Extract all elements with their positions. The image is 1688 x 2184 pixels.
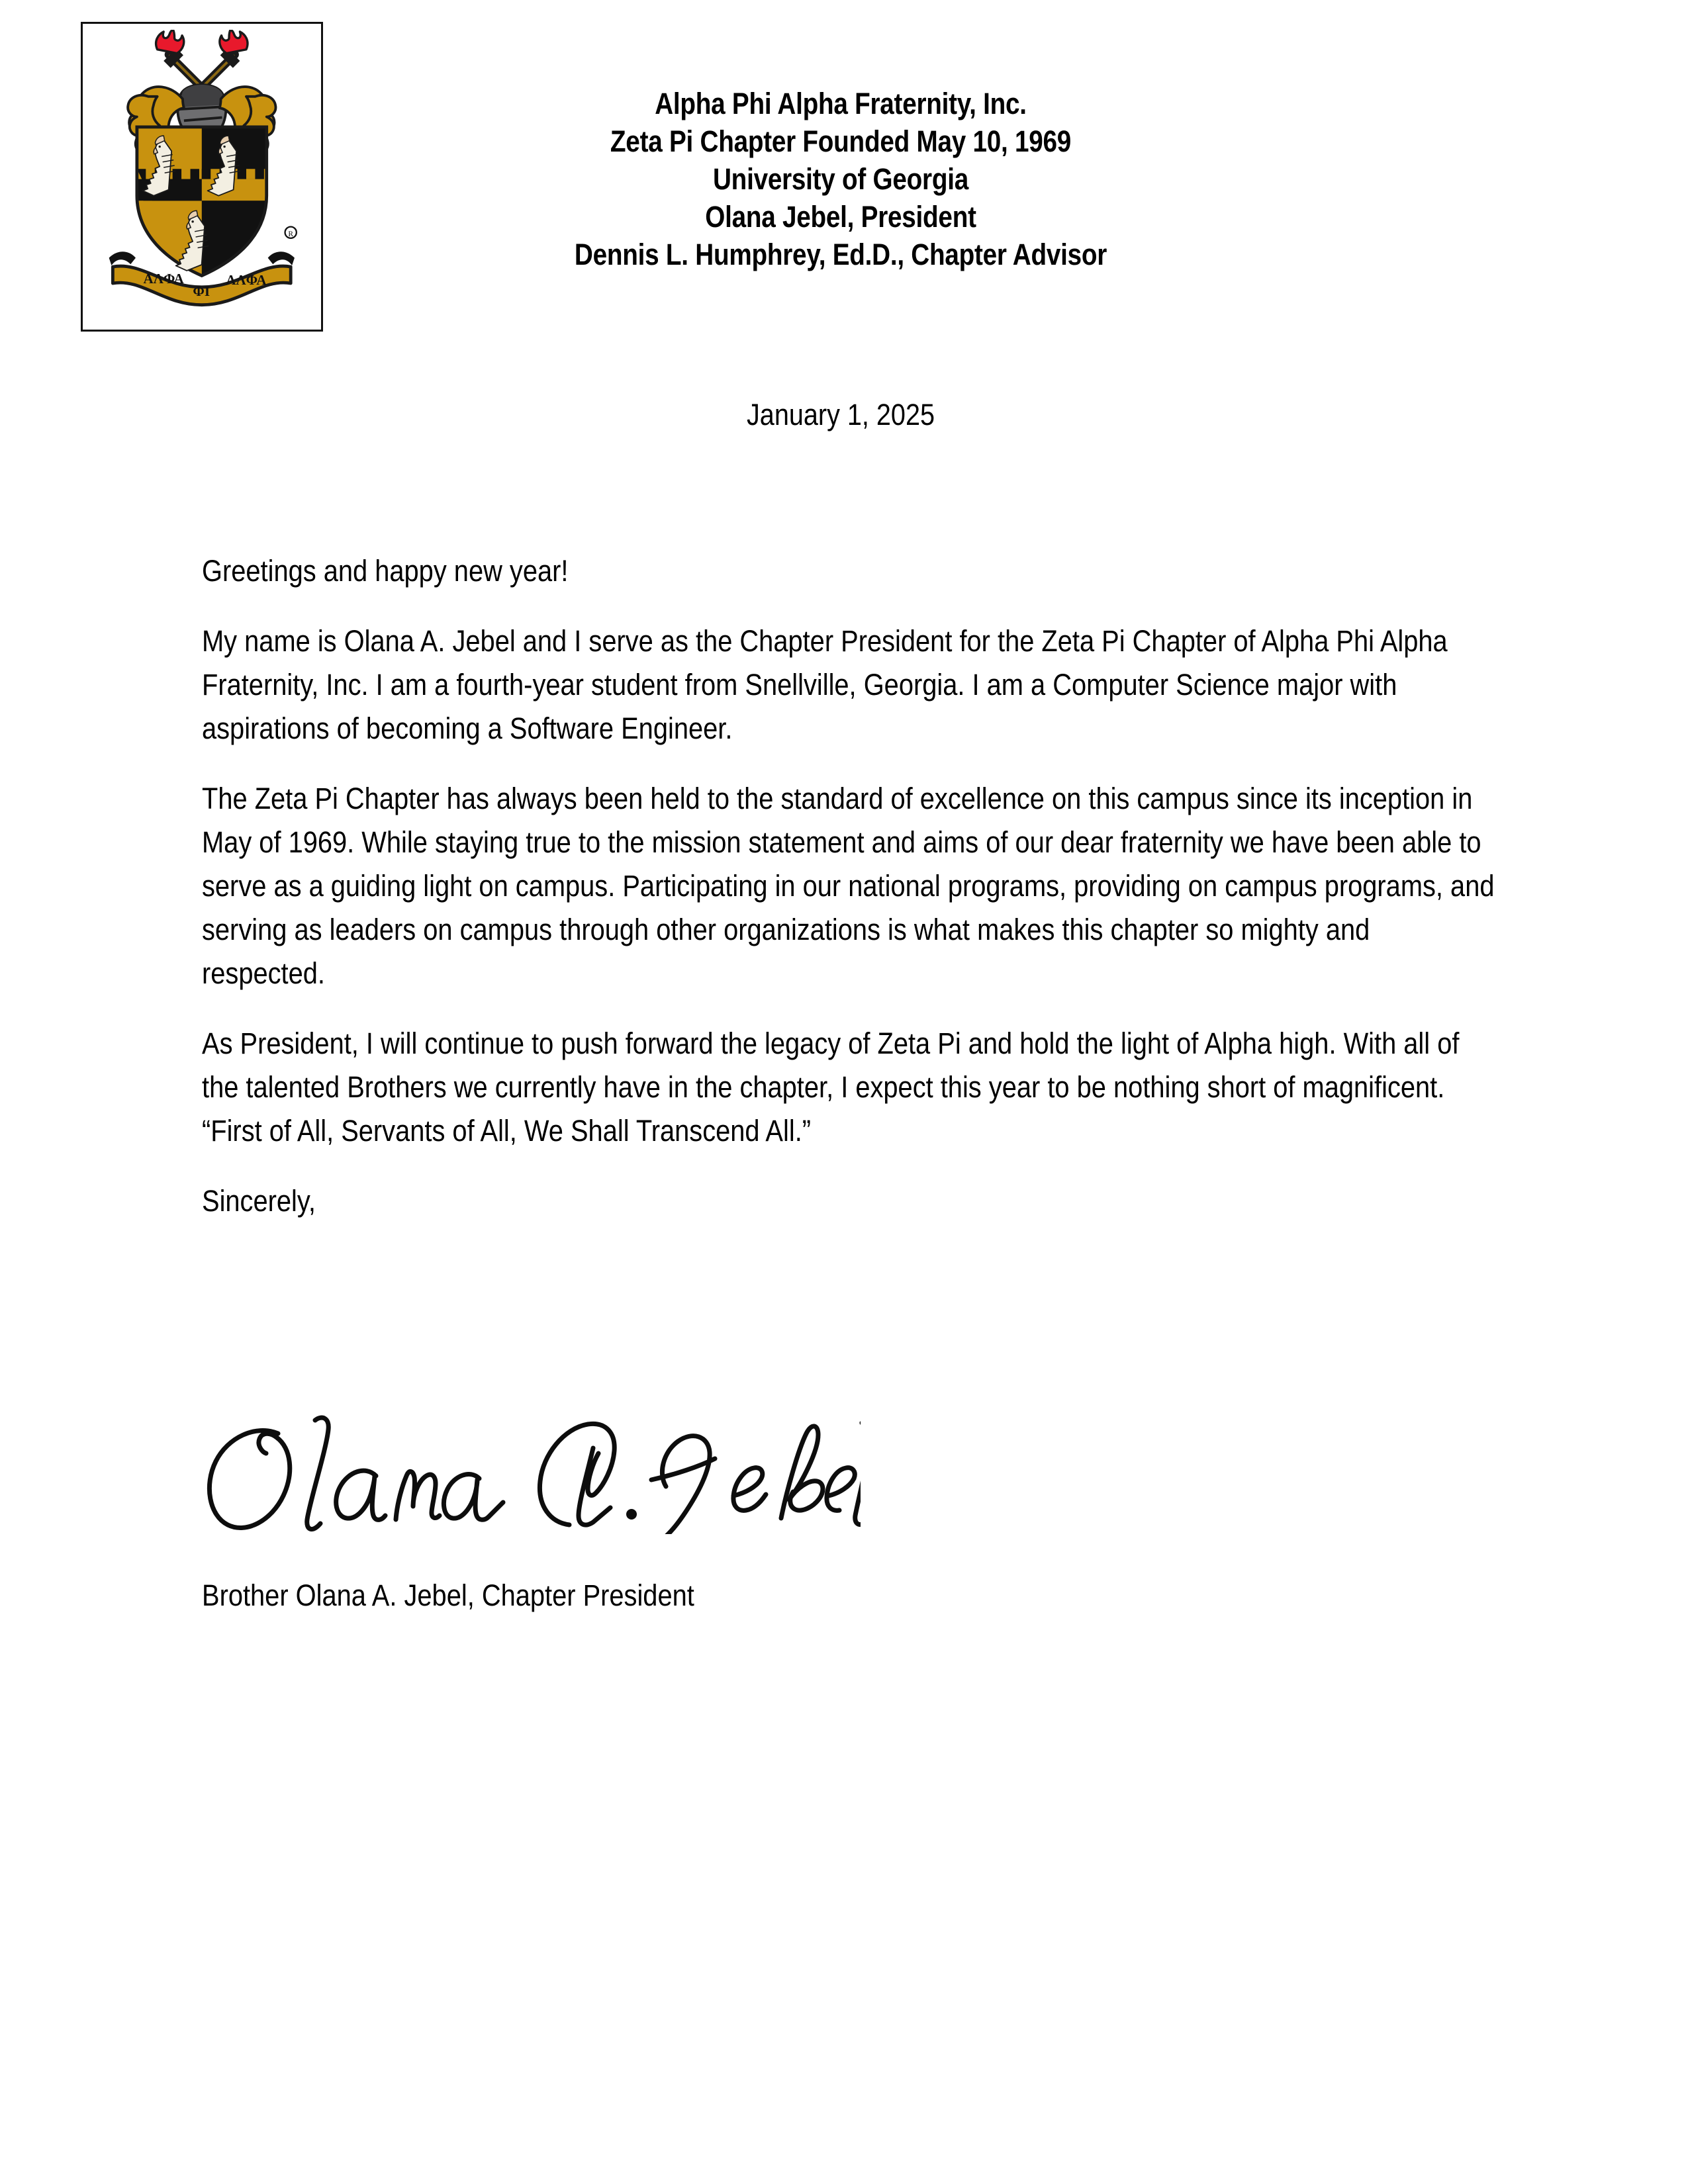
registered-trademark-icon — [285, 227, 297, 238]
letterhead-title-block — [371, 85, 1311, 273]
coat-of-arms-icon — [83, 24, 321, 330]
paragraph-signoff: Sincerely, — [202, 1184, 316, 1218]
handwritten-signature — [199, 1408, 861, 1534]
letter-date: January 1, 2025 — [746, 398, 935, 432]
letterhead-line-organization: Alpha Phi Alpha Fraternity, Inc. — [655, 87, 1027, 120]
letterhead-line-advisor: Dennis L. Humphrey, Ed.D., Chapter Advisor — [574, 238, 1107, 271]
letterhead-line-chapter-founded: Zeta Pi Chapter Founded May 10, 1969 — [610, 124, 1072, 158]
paragraph-presidential-vision: As President, I will continue to push forward the legacy of Zeta Pi and hold the light of Alpha high. With all of the talented Brothers we currently have in the chapter, I expect this year to be nothing short of magnificent. “First of All, Servants of All, We Shall Transcend All.” — [202, 1026, 1460, 1148]
letterhead — [0, 0, 1688, 357]
paragraph-introduction: My name is Olana A. Jebel and I serve as the Chapter President for the Zeta Pi Chapter of Alpha Phi Alpha Fraternity, Inc. I am a fourth-year student from Snellville, Georgia. I am a Computer Science major with aspirations of becoming a Software Engineer. — [202, 624, 1448, 745]
paragraph-chapter-history: The Zeta Pi Chapter has always been held to the standard of excellence on this campus since its inception in May of 1969. While staying true to the mission statement and aims of our dear fraternity we have been able to serve as a guiding light on campus. Participating in our national programs, providing on campus programs, and serving as leaders on campus through other organizations is what makes this chapter so mighty and respected. — [202, 782, 1495, 990]
letter-body — [202, 549, 1499, 1223]
crest-image-frame — [81, 22, 323, 332]
letterhead-line-president: Olana Jebel, President — [705, 200, 976, 234]
ribbon-text-left: ΑΛΦΑ — [143, 271, 184, 287]
ribbon-text-center: ΦΙ — [193, 283, 211, 300]
shield — [137, 127, 278, 277]
ribbon-text-right: ΑΛΦΑ — [226, 272, 267, 289]
svg-text:R: R — [288, 230, 294, 239]
paragraph-greeting: Greetings and happy new year! — [202, 554, 569, 588]
letterhead-line-university: University of Georgia — [712, 162, 968, 196]
typed-signature-name: Brother Olana A. Jebel, Chapter President — [202, 1578, 694, 1612]
